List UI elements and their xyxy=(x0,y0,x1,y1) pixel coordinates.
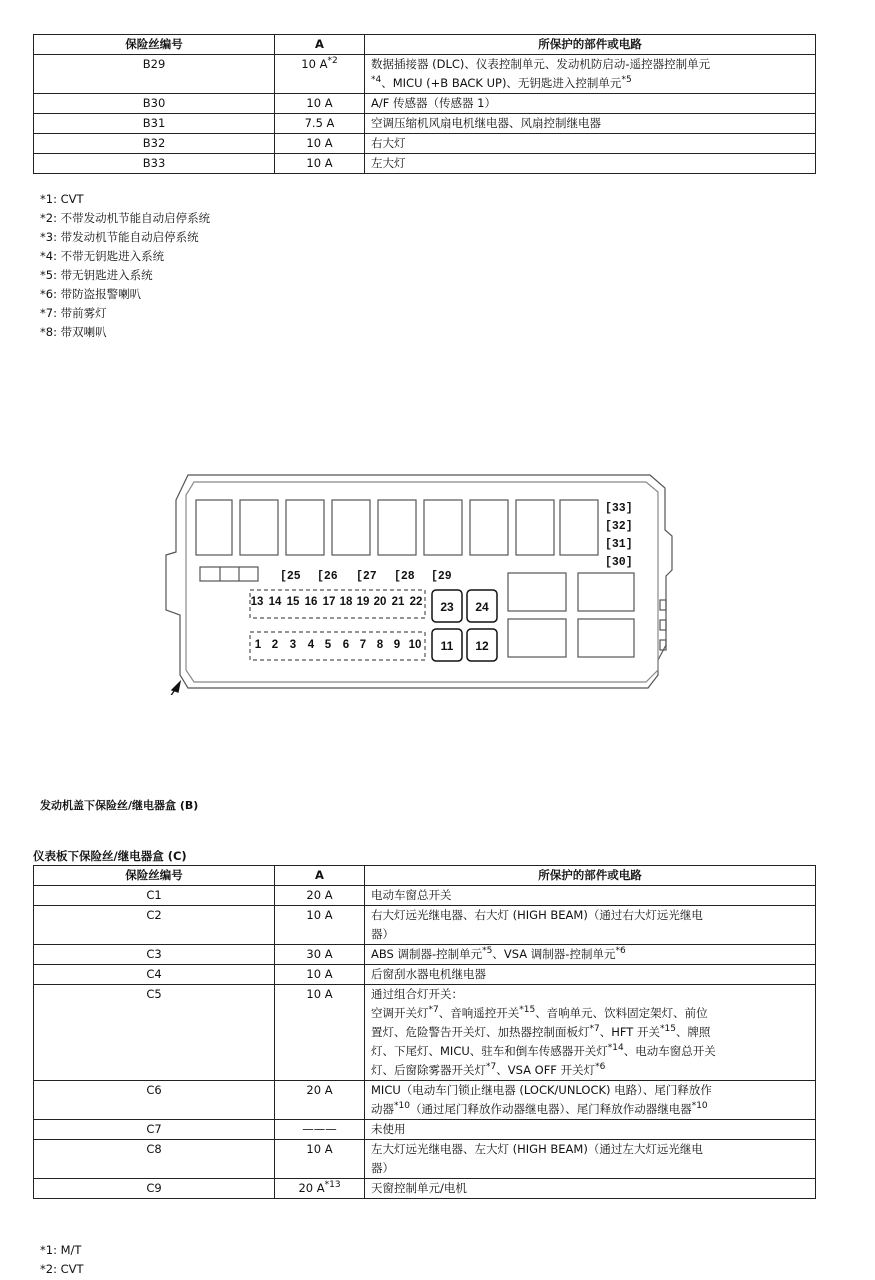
fuse-number-cell: C2 xyxy=(34,906,275,945)
protected-circuit-cell: ABS 调制器-控制单元$^{*5}$、VSA 调制器-控制单元$^{*6}$ xyxy=(365,945,816,965)
table-row xyxy=(34,886,816,906)
amperage-cell: 7.5 A xyxy=(275,114,365,134)
fuse-label-9: 9 xyxy=(393,639,401,651)
section-c-title: 仪表板下保险丝/继电器盒 (C) xyxy=(33,849,187,863)
amperage-cell: 10 A xyxy=(275,906,365,945)
fuse-label-14: 14 xyxy=(268,596,282,608)
fuse-label-3: 3 xyxy=(289,639,297,651)
fuse-table-b xyxy=(33,34,816,174)
fuse-label-7: 7 xyxy=(359,639,367,651)
footnote: *1: CVT xyxy=(40,192,84,206)
protected-circuit-cell: 通过组合灯开关： 空调开关灯$^{*7}$、音响遥控开关$^{*15}$、音响单元、饮料固定架灯、前位 置灯、危险警告开关灯、加热器控制面板灯$^{*7}$、HFT 开关$^{*15}$、牌照 灯、下尾灯、MICU、驻车和倒车传感器开关灯$^{*14}$、电动车窗总开关 灯、后窗除雾器开关灯$^{*7}$、VSA OFF 开关灯$^{*6}$ xyxy=(365,985,816,1081)
protected-circuit-cell: 数据插接器 (DLC)、仪表控制单元、发动机防启动-遥控器控制单元 $^{*4}$、MICU (+B BACK UP)、无钥匙进入控制单元$^{*5}$ xyxy=(365,55,816,94)
fuse-label-2: 2 xyxy=(271,639,279,651)
footnotes-b xyxy=(40,190,210,342)
protected-circuit-cell: 天窗控制单元/电机 xyxy=(365,1179,816,1199)
fuse-number-cell: C7 xyxy=(34,1120,275,1140)
fuse-number-cell: B29 xyxy=(34,55,275,94)
amperage-cell: 10 A xyxy=(275,134,365,154)
amperage-cell: 10 A xyxy=(275,154,365,174)
fuse-label-16: 16 xyxy=(304,596,318,608)
header-amp: A xyxy=(275,866,365,886)
fuse-label-6: 6 xyxy=(342,639,350,651)
footnote: *1: M/T xyxy=(40,1243,82,1257)
table-row xyxy=(34,906,816,945)
fuse-label-24: 24 xyxy=(475,600,489,614)
footnotes-c xyxy=(40,1241,84,1279)
table-row xyxy=(34,154,816,174)
fuse-number-cell: C3 xyxy=(34,945,275,965)
fuse-label-18: 18 xyxy=(339,596,353,608)
footnote: *7: 带前雾灯 xyxy=(40,306,107,320)
fuse-number-cell: B32 xyxy=(34,134,275,154)
svg-text:[31]: [31] xyxy=(605,538,633,551)
fuse-number-cell: B30 xyxy=(34,94,275,114)
table-header-row xyxy=(34,866,816,886)
fuse-table-c xyxy=(33,865,816,1199)
footnote: *2: CVT xyxy=(40,1262,84,1276)
protected-circuit-cell: A/F 传感器（传感器 1） xyxy=(365,94,816,114)
table-b-body xyxy=(34,55,816,174)
fuse-number-cell: C9 xyxy=(34,1179,275,1199)
header-amp: A xyxy=(275,35,365,55)
bracket-label-32: 32 xyxy=(611,520,626,533)
fuse-label-13: 13 xyxy=(250,596,264,608)
table-row xyxy=(34,55,816,94)
fuse-box-b-caption: 发动机盖下保险丝/继电器盒 (B) xyxy=(40,799,199,812)
fuse-number-cell: C6 xyxy=(34,1081,275,1120)
amperage-cell: 10 $A^{*2}$ xyxy=(275,55,365,94)
fuse-label-4: 4 xyxy=(307,639,315,651)
svg-text:[28: [28 xyxy=(394,570,415,583)
fuse-label-19: 19 xyxy=(356,596,370,608)
fuse-number-cell: C1 xyxy=(34,886,275,906)
amperage-cell: ——— xyxy=(275,1120,365,1140)
fuse-label-1: 1 xyxy=(254,639,262,651)
amperage-cell: 10 A xyxy=(275,94,365,114)
bracket-label-31: 31 xyxy=(611,538,626,551)
footnote: *3: 带发动机节能自动启停系统 xyxy=(40,230,199,244)
fuse-label-11: 11 xyxy=(440,639,454,653)
protected-circuit-cell: 左大灯远光继电器、左大灯 (HIGH BEAM)（通过左大灯远光继电 器） xyxy=(365,1140,816,1179)
protected-circuit-cell: 空调压缩机风扇电机继电器、风扇控制继电器 xyxy=(365,114,816,134)
table-c-body xyxy=(34,886,816,1199)
bracket-label-25: 25 xyxy=(286,570,301,583)
amperage-cell: 10 A xyxy=(275,985,365,1081)
fuse-box-diagram xyxy=(160,470,680,695)
bracket-label-33: 33 xyxy=(611,502,626,515)
table-row xyxy=(34,1120,816,1140)
fuse-label-15: 15 xyxy=(286,596,300,608)
amperage-cell: 10 A xyxy=(275,1140,365,1179)
fuse-label-12: 12 xyxy=(475,639,489,653)
table-row xyxy=(34,985,816,1081)
svg-text:[30]: [30] xyxy=(605,556,633,569)
footnote: *5: 带无钥匙进入系统 xyxy=(40,268,153,282)
amperage-cell: 20 A xyxy=(275,886,365,906)
fuse-label-22: 22 xyxy=(409,596,423,608)
fuse-label-5: 5 xyxy=(324,639,332,651)
fuse-number-cell: C5 xyxy=(34,985,275,1081)
svg-text:[33]: [33] xyxy=(605,502,633,515)
table-row xyxy=(34,1179,816,1199)
fuse-number-cell: C4 xyxy=(34,965,275,985)
fuse-label-8: 8 xyxy=(376,639,384,651)
amperage-cell: 20 $A^{*13}$ xyxy=(275,1179,365,1199)
protected-circuit-cell: 后窗刮水器电机继电器 xyxy=(365,965,816,985)
footnote: *8: 带双喇叭 xyxy=(40,325,107,339)
table-row xyxy=(34,134,816,154)
svg-text:[26: [26 xyxy=(317,570,338,583)
header-protected: 所保护的部件或电路 xyxy=(365,35,816,55)
header-fuse-no: 保险丝编号 xyxy=(34,35,275,55)
table-row xyxy=(34,945,816,965)
bracket-label-29: 29 xyxy=(437,570,452,583)
bracket-label-27: 27 xyxy=(362,570,377,583)
bracket-label-26: 26 xyxy=(323,570,338,583)
bracket-label-30: 30 xyxy=(611,556,626,569)
header-protected: 所保护的部件或电路 xyxy=(365,866,816,886)
svg-text:[27: [27 xyxy=(356,570,377,583)
table-row xyxy=(34,1140,816,1179)
footnote: *6: 带防盗报警喇叭 xyxy=(40,287,142,301)
fuse-label-17: 17 xyxy=(322,596,336,608)
protected-circuit-cell: 右大灯 xyxy=(365,134,816,154)
amperage-cell: 20 A xyxy=(275,1081,365,1120)
fuse-label-21: 21 xyxy=(391,596,405,608)
bracket-label-28: 28 xyxy=(400,570,415,583)
fuse-label-23: 23 xyxy=(440,600,454,614)
fuse-label-10: 10 xyxy=(408,639,422,651)
protected-circuit-cell: 电动车窗总开关 xyxy=(365,886,816,906)
amperage-cell: 10 A xyxy=(275,965,365,985)
amperage-cell: 30 A xyxy=(275,945,365,965)
protected-circuit-cell: 未使用 xyxy=(365,1120,816,1140)
fuse-number-cell: B33 xyxy=(34,154,275,174)
protected-circuit-cell: MICU（电动车门锁止继电器 (LOCK/UNLOCK) 电路）、尾门释放作 动器$^{*10}$（通过尾门释放作动器继电器）、尾门释放作动器继电器$^{*10}$ xyxy=(365,1081,816,1120)
protected-circuit-cell: 右大灯远光继电器、右大灯 (HIGH BEAM)（通过右大灯远光继电 器） xyxy=(365,906,816,945)
svg-text:[25: [25 xyxy=(280,570,301,583)
table-header-row xyxy=(34,35,816,55)
fuse-label-20: 20 xyxy=(373,596,387,608)
svg-text:[29: [29 xyxy=(431,570,452,583)
table-row xyxy=(34,114,816,134)
footnote: *2: 不带发动机节能自动启停系统 xyxy=(40,211,211,225)
table-row xyxy=(34,1081,816,1120)
header-fuse-no: 保险丝编号 xyxy=(34,866,275,886)
footnote: *4: 不带无钥匙进入系统 xyxy=(40,249,165,263)
table-row xyxy=(34,965,816,985)
table-row xyxy=(34,94,816,114)
fuse-number-cell: B31 xyxy=(34,114,275,134)
svg-text:[32]: [32] xyxy=(605,520,633,533)
protected-circuit-cell: 左大灯 xyxy=(365,154,816,174)
fuse-number-cell: C8 xyxy=(34,1140,275,1179)
